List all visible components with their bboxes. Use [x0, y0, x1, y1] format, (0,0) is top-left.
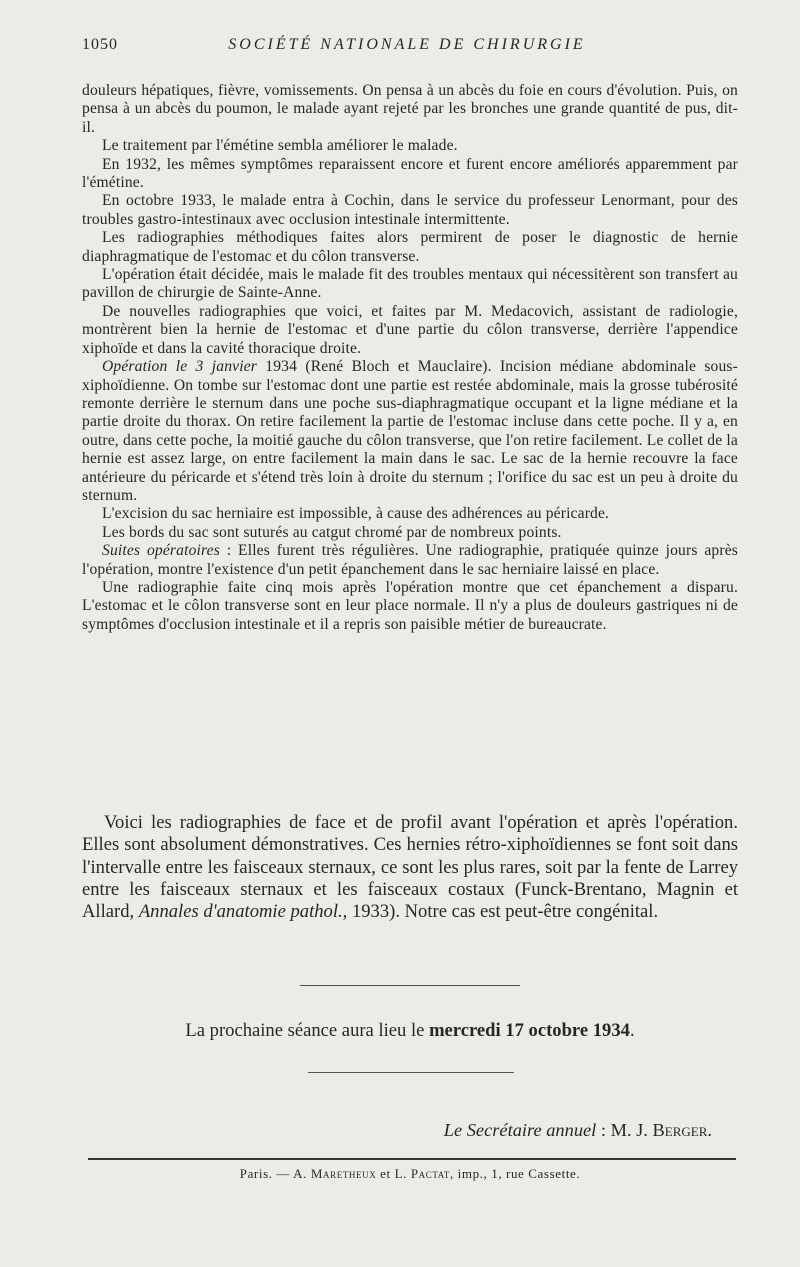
imprint-prefix: Paris. — A. [239, 1166, 311, 1181]
paragraph [82, 229, 738, 266]
italic-text: Suites opératoires [102, 542, 220, 560]
imprint-suffix: , imp., 1, rue Cassette. [449, 1166, 581, 1181]
paragraph-text: L'excision du sac herniaire est impossible, à cause des adhérences au péricarde. [102, 505, 610, 523]
imprint-middle: et L. [376, 1166, 411, 1181]
paragraph-text: En 1932, les mêmes symptômes reparaissent encore et furent encore améliorés apparemment par l'émétine. [82, 155, 738, 192]
paragraph-text: L'opération était décidée, mais le malade fit des troubles mentaux qui nécessitèrent son transfert au pavillon de chirurgie de Sainte-Anne. [82, 266, 738, 302]
paragraph [82, 303, 738, 358]
paragraph [82, 524, 738, 542]
paragraph-text: Les radiographies méthodiques faites alors permirent de poser le diagnostic de hernie diaphragmatique de l'estomac et du côlon transverse. [82, 229, 738, 265]
page-number: 1050 [82, 36, 118, 53]
footer-rule [88, 1158, 736, 1160]
paragraph-text: douleurs hépatiques, fièvre, vomissements. On pensa à un abcès du foie en cours d'évolution. Puis, on pensa à un abcès du poumon, le malade ayant rejeté par les bronches une grande quantité de pus, dit-il. [82, 82, 738, 136]
paragraph [82, 812, 738, 923]
paragraph [82, 505, 738, 523]
separator-rule [308, 1072, 514, 1073]
italic-text: Opération le 3 janvier [102, 358, 258, 376]
imprint-printer-1: Maretheux [310, 1166, 377, 1181]
italic-text: Annales d'anatomie pathol. [138, 901, 343, 923]
case-report-body [82, 82, 738, 634]
next-session-announcement [82, 1020, 738, 1042]
separator-rule [300, 985, 520, 986]
signature-surname: Berger [652, 1120, 708, 1140]
paragraph [82, 579, 738, 634]
paragraph [82, 266, 738, 303]
paragraph-text: Les bords du sac sont suturés au catgut chromé par de nombreux points. [102, 523, 562, 541]
signature-role: Le Secrétaire annuel [443, 1120, 597, 1140]
paragraph-text: Une radiographie faite cinq mois après l'opération montre que cet épanchement a disparu. L'estomac et le côlon transverse sont en leur place normale. Il n'y a plus de douleurs gastriques ni de symptômes d'occlusion intestinale et il a repris son paisible métier de bureaucrate. [82, 578, 738, 633]
announcement-suffix: . [629, 1020, 635, 1041]
announcement-date: mercredi 17 octobre 1934 [429, 1020, 630, 1041]
signature-name-prefix: M. J. [610, 1120, 653, 1140]
paragraph [82, 137, 738, 155]
paragraph-text: Le traitement par l'émétine sembla améliorer le malade. [102, 137, 458, 155]
printer-imprint [82, 1166, 738, 1182]
paragraph-text: En octobre 1933, le malade entra à Cochin, dans le service du professeur Lenormant, pour des troubles gastro-intestinaux avec occlusion intestinale intermittente. [82, 192, 738, 228]
signature-separator: : [596, 1120, 611, 1140]
paragraph [82, 358, 738, 505]
paragraph-text: 1934 (René Bloch et Mauclaire). Incision médiane abdominale sous-xiphoïdienne. On tombe sur l'estomac dont une partie est restée abdominale, mais la grosse tubérosité remonte derrière le sternum dans une poche sus-diaphragmatique occupant et la ligne médiane et la partie droite du thorax. On retire facilement la partie de l'estomac incluse dans cette poche. Il y a, en outre, dans cette poche, la moitié gauche du côlon transverse, que l'on retire facilement. Le collet de la hernie est assez large, on entre facilement la main dans le sac. Le sac de la hernie recouvre la face antérieure du péricarde et s'étend très loin à droite du sternum ; l'orifice du sac est un peu à droite du sternum. [82, 358, 738, 504]
paragraph-text: , 1933). Notre cas est peut-être congénital. [342, 901, 659, 923]
announcement-prefix: La prochaine séance aura lieu le [185, 1020, 430, 1041]
paragraph [82, 192, 738, 229]
discussion-paragraph [82, 812, 738, 923]
secretary-signature [82, 1120, 712, 1141]
paragraph [82, 542, 738, 579]
page-header [82, 36, 732, 58]
signature-name-suffix: . [707, 1120, 712, 1140]
paragraph [82, 82, 738, 137]
paragraph-text: De nouvelles radiographies que voici, et faites par M. Medacovich, assistant de radiologie, montrèrent bien la hernie de l'estomac et d'une partie du côlon transverse, derrière l'appendice xiphoïde et dans la cavité thoracique droite. [82, 302, 738, 357]
imprint-printer-2: Pactat [410, 1166, 450, 1181]
paragraph-text: Voici les radiographies de face et de profil avant l'opération et après l'opération. Elles sont absolument démonstratives. Ces hernies rétro-xiphoïdiennes se font soit dans l'intervalle entre les faisceaux sternaux, ce sont les plus rares, soit par la fente de Larrey entre les faisceaux sternaux et les faisceaux costaux (Funck-Brentano, Magnin et Allard, [82, 812, 738, 923]
running-title: SOCIÉTÉ NATIONALE DE CHIRURGIE [228, 36, 586, 53]
paragraph [82, 156, 738, 193]
paragraph-text: : Elles furent très régulières. Une radiographie, pratiquée quinze jours après l'opération, montre l'existence d'un petit épanchement dans le sac herniaire laissé en place. [82, 542, 738, 578]
